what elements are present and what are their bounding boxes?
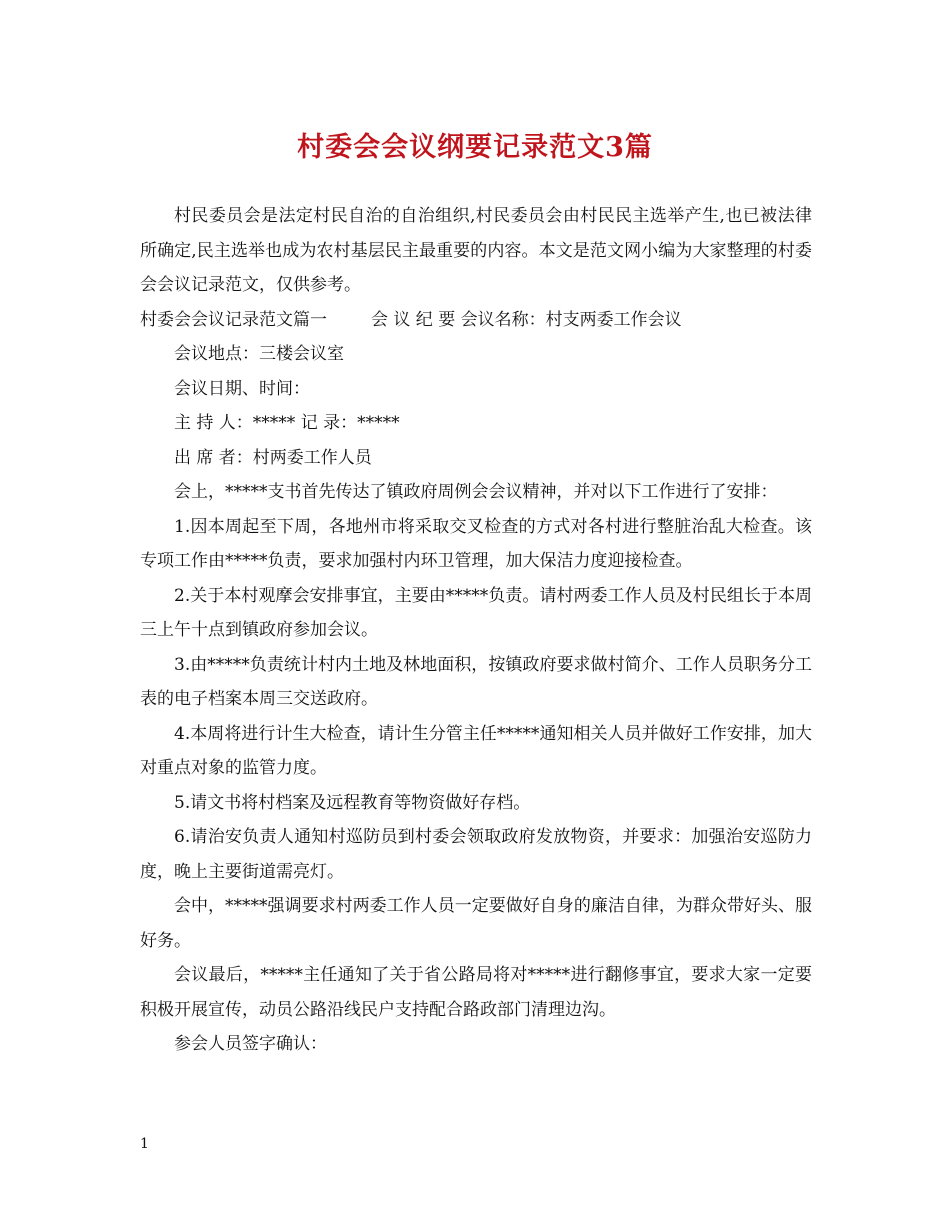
page-number: 1 (140, 1136, 149, 1152)
minutes-label: 会 议 纪 要 (371, 309, 456, 330)
agenda-item-6: 6.请治安负责人通知村巡防员到村委会领取政府发放物资，并要求：加强治安巡防力度，晚上主要街道需亮灯。 (140, 827, 812, 882)
meeting-location: 会议地点：三楼会议室 (174, 344, 344, 364)
agenda-item-5: 5.请文书将村档案及远程教育等物资做好存档。 (174, 792, 531, 813)
meeting-datetime: 会议日期、时间： (174, 378, 310, 399)
agenda-item-3: 3.由*****负责统计村内土地及林地面积，按镇政府要求做村简介、工作人员职务分工表的电子档案本周三交送政府。 (140, 654, 812, 709)
section-heading: 村委会会议记录范文篇一 (140, 309, 327, 330)
agenda-item-4: 4.本周将进行计生大检查，请计生分管主任*****通知相关人员并做好工作安排，加大对重点对象的监管力度。 (140, 723, 812, 778)
opening-paragraph: 会上，*****支书首先传达了镇政府周例会会议精神，并对以下工作进行了安排： (174, 482, 778, 502)
intro-paragraph: 村民委员会是法定村民自治的自治组织,村民委员会由村民民主选举产生,也已被法律所确定,民主选举也成为农村基层民主最重要的内容。本文是范文网小编为大家整理的村委会会议记录范文，仅供参考。 (140, 206, 812, 295)
agenda-item-2: 2.关于本村观摩会安排事宜，主要由*****负责。请村两委工作人员及村民组长于本周三上午十点到镇政府参加会议。 (140, 585, 812, 640)
closing-paragraph: 会议最后，*****主任通知了关于省公路局将对*****进行翻修事宜，要求大家一定要积极开展宣传，动员公路沿线民户支持配合路政部门清理边沟。 (140, 965, 812, 1020)
section-heading-line (140, 303, 812, 338)
meeting-name: 会议名称：村支两委工作会议 (460, 309, 682, 330)
agenda-item-1: 1.因本周起至下周，各地州市将采取交叉检查的方式对各村进行整脏治乱大检查。该专项工作由*****负责，要求加强村内环卫管理，加大保洁力度迎接检查。 (140, 516, 812, 571)
meeting-host-recorder: 主 持 人：***** 记 录：***** (174, 413, 400, 433)
middle-paragraph: 会中，*****强调要求村两委工作人员一定要做好自身的廉洁自律，为群众带好头、服好务。 (140, 896, 812, 951)
signature-line: 参会人员签字确认： (174, 1034, 327, 1054)
document-body (140, 199, 812, 1062)
document-title: 村委会会议纲要记录范文3篇 (297, 132, 653, 163)
meeting-attendees: 出 席 者：村两委工作人员 (174, 447, 372, 468)
